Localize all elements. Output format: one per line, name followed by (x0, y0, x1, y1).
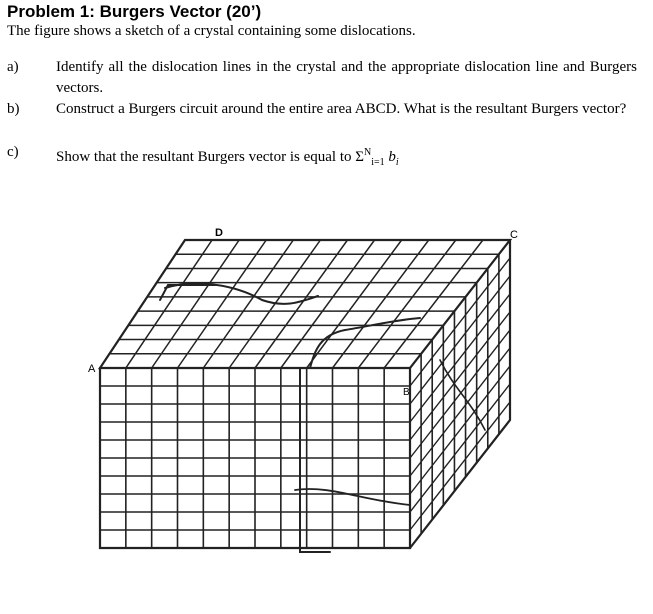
dislocation-line (300, 368, 330, 552)
sum-term-sub: i (395, 157, 399, 168)
question-b (7, 99, 637, 120)
top-face-line (178, 240, 267, 368)
sum-lower: i=1 (371, 157, 385, 168)
dislocation-line (165, 284, 318, 304)
question-b-text: Construct a Burgers circuit around the entire area ABCD. What is the resultant Burgers vector? (56, 101, 627, 117)
top-face-line (333, 240, 429, 368)
question-c-text: Show that the resultant Burgers vector is equal to (56, 149, 352, 165)
question-c-label: c) (7, 144, 19, 160)
corner-label-a: A (88, 363, 96, 375)
sum-symbol: Σ (355, 149, 364, 165)
question-a (7, 57, 637, 99)
question-b-label: b) (7, 101, 20, 117)
burgers-sum-formula (355, 147, 399, 168)
top-face-line (384, 240, 483, 368)
sum-upper: N (363, 147, 372, 158)
problem-intro: The figure shows a sketch of a crystal containing some dislocations. (7, 23, 416, 39)
top-face-line (255, 240, 348, 368)
top-face-line (358, 240, 456, 368)
dislocation-line (295, 489, 410, 505)
sum-term: b (388, 149, 396, 165)
question-a-text: Identify all the dislocation lines in the crystal and the appropriate dislocation line and Burgers vectors. (56, 59, 637, 96)
crystal-dislocation-sketch (60, 205, 560, 575)
problem-title: Problem 1: Burgers Vector (20’) (7, 2, 262, 21)
top-face-line (152, 240, 240, 368)
corner-label-c: C (510, 229, 518, 241)
top-face-line (307, 240, 402, 368)
question-c (7, 142, 637, 173)
corner-label-d: D (215, 227, 223, 239)
top-face-line (281, 240, 375, 368)
question-a-label: a) (7, 59, 19, 75)
top-face-line (126, 240, 212, 368)
corner-label-b: B (403, 387, 410, 398)
crystal-outline (100, 240, 510, 368)
